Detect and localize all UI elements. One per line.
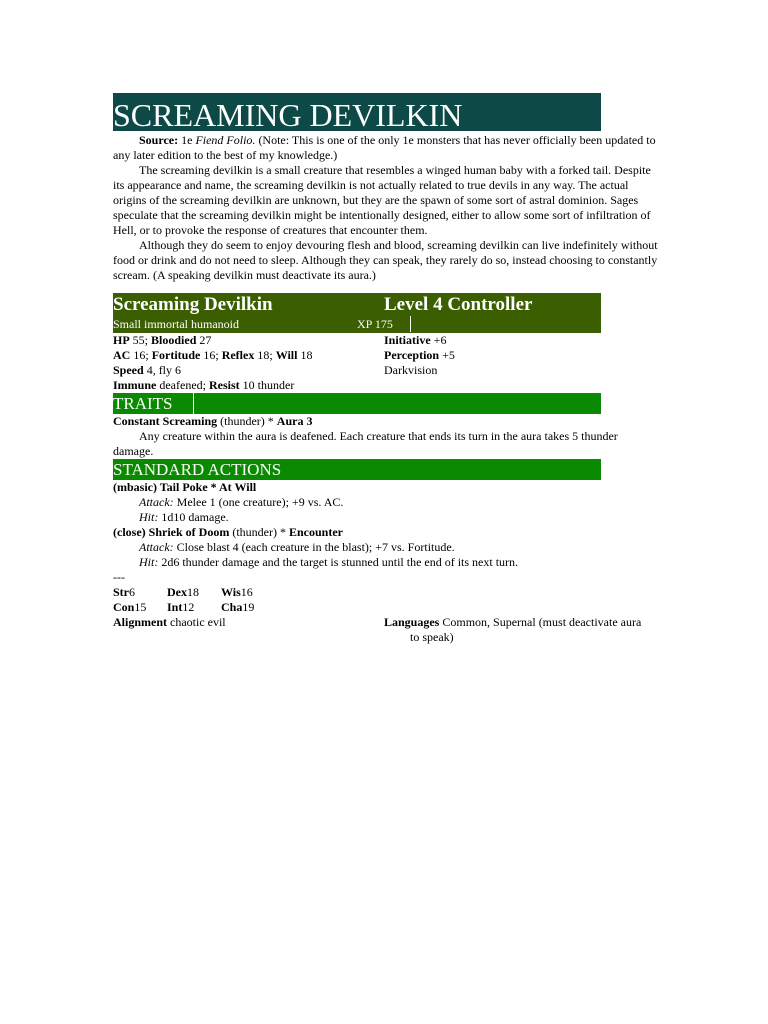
alignment-languages-row: Alignment chaotic evil Languages Common, Supernal (must deactivate aura: [113, 615, 642, 629]
traits-divider: [193, 393, 194, 414]
ability-row-2: Con 15 Int 12 Cha 19: [113, 600, 255, 614]
page-title: SCREAMING DEVILKIN: [113, 93, 601, 131]
power-tail-poke: (mbasic) Tail Poke * At Will: [113, 480, 257, 494]
languages-continuation: to speak): [410, 630, 454, 644]
statblock-header: [113, 293, 601, 333]
stat-row-speed: Speed 4, fly 6 Darkvision: [113, 363, 438, 377]
stat-row-hp: HP 55; Bloodied 27 Initiative +6: [113, 333, 447, 347]
trait-name: Constant Screaming (thunder) * Aura 3: [113, 414, 313, 428]
header-divider: [410, 316, 411, 332]
monster-xp: XP 175: [357, 317, 393, 331]
power-tail-poke-attack: Attack: Melee 1 (one creature); +9 vs. AC.: [139, 495, 344, 509]
power-shriek-attack: Attack: Close blast 4 (each creature in the blast); +7 vs. Fortitude.: [139, 540, 455, 554]
habits-paragraph: Although they do seem to enjoy devouring flesh and blood, screaming devilkin can live indefinitely without food or drink and do not need to sleep. Although they can speak, they rarely do so, instead choosing to constantly scream. (A speaking devilkin must deactivate its aura.): [113, 238, 658, 282]
monster-level: Level 4 Controller: [384, 294, 533, 315]
source-paragraph: Source: 1e Fiend Folio. (Note: This is one of the only 1e monsters that has never officially been updated to any later edition to the best of my knowledge.): [113, 133, 656, 162]
power-shriek-of-doom: (close) Shriek of Doom (thunder) * Encounter: [113, 525, 343, 539]
monster-name: Screaming Devilkin: [113, 294, 273, 315]
monster-entry: [113, 93, 658, 645]
power-shriek-hit: Hit: 2d6 thunder damage and the target is stunned until the end of its next turn.: [139, 555, 519, 569]
standard-actions-header: STANDARD ACTIONS: [113, 459, 601, 480]
ability-row-1: Str 6 Dex 18 Wis 16: [113, 585, 253, 599]
description-paragraph: The screaming devilkin is a small creature that resembles a winged human baby with a forked tail. Despite its appearance and name, the screaming devilkin is not actually related to true devils in any way. The actual origins of the screaming devilkin are unknown, but they are the spawn of some sort of astral dominion. Sages speculate that the screaming devilkin might be intentionally designed, either to allow some sort of infiltration of Hell, or to provoke the response of creatures that encounter them.: [113, 163, 651, 237]
separator: ---: [113, 570, 125, 584]
stat-row-immune: Immune deafened; Resist 10 thunder: [113, 378, 295, 392]
monster-type: Small immortal humanoid: [113, 317, 239, 331]
traits-header: TRAITS: [113, 393, 601, 414]
stat-row-defenses: AC 16; Fortitude 16; Reflex 18; Will 18 Perception +5: [113, 348, 455, 362]
power-tail-poke-hit: Hit: 1d10 damage.: [139, 510, 229, 524]
trait-description: Any creature within the aura is deafened. Each creature that ends its turn in the aura takes 5 thunder damage.: [113, 429, 618, 458]
